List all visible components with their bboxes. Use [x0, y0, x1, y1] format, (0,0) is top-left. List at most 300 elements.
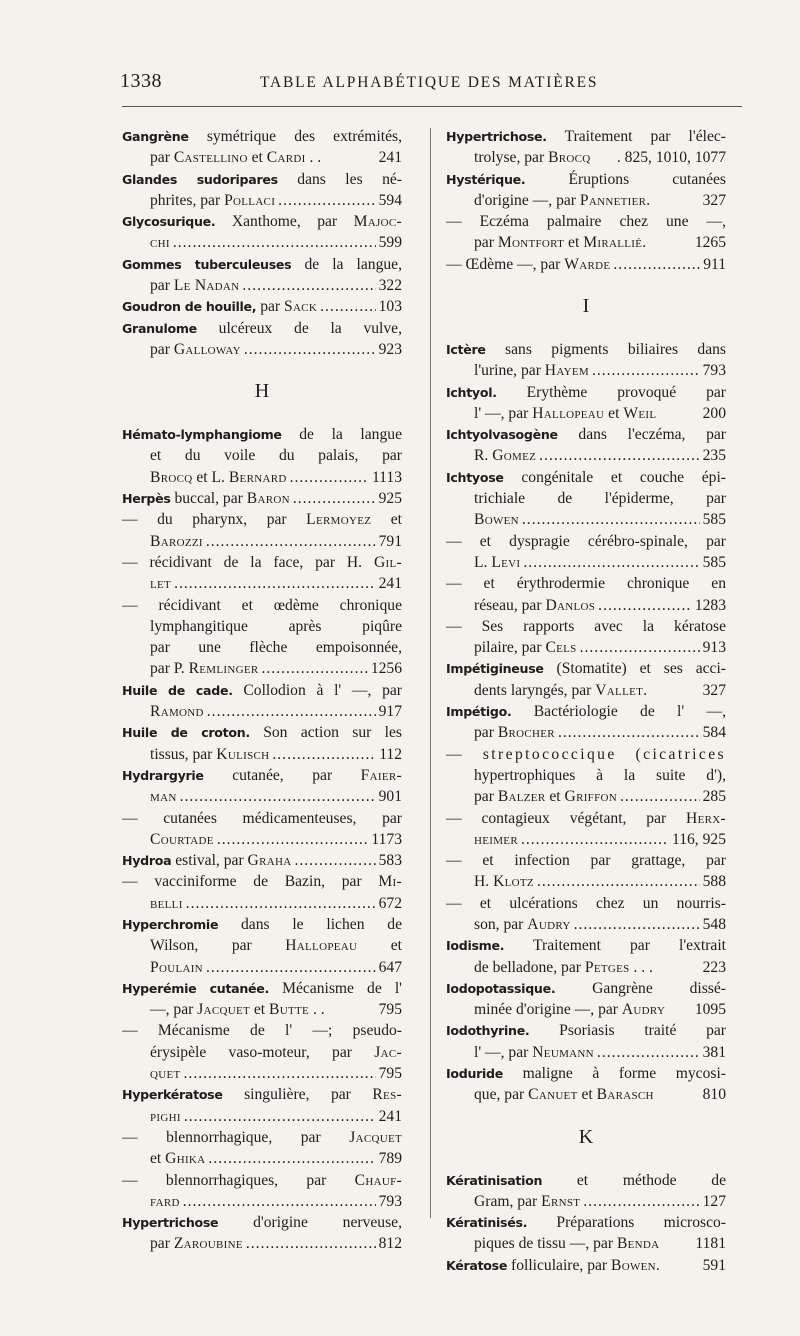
index-subentry: [122, 1170, 402, 1191]
entry-text: [474, 360, 589, 381]
author-name: Zaroubine: [173, 1235, 243, 1253]
dot-leader: [184, 1063, 376, 1084]
index-entry: [122, 914, 402, 935]
entry-text: par une flèche empoisonnée,: [150, 639, 402, 657]
index-subentry: [446, 893, 726, 914]
entry-text: — et érythrodermie chronique en: [446, 575, 726, 593]
author-name: Ernst: [541, 1192, 581, 1210]
author-name: Baron: [246, 490, 290, 508]
entry-text: par: [150, 340, 174, 358]
dot-leader: [242, 275, 375, 296]
entry-text: érysipèle vaso-moteur, par: [150, 1043, 375, 1061]
entry-text: [474, 1191, 580, 1212]
index-column-left: [122, 126, 402, 1255]
entry-headword: Hyperémie cutanée.: [122, 980, 269, 996]
index-entry: [122, 254, 402, 275]
entry-text: dans le lichen de: [218, 915, 402, 933]
entry-text: l' —, par: [474, 1043, 533, 1061]
index-subentry: [446, 573, 726, 594]
entry-headword: Hyperchromie: [122, 916, 219, 932]
dot-leader: [613, 254, 700, 275]
page-ref: 585: [702, 553, 726, 571]
index-entry: [446, 1255, 726, 1276]
dot-leader: [206, 957, 376, 978]
page-ref: 795: [378, 1065, 402, 1083]
index-entry: [446, 978, 726, 999]
index-subentry: [446, 808, 726, 829]
page-ref: 235: [702, 447, 726, 465]
entry-text: . .: [309, 1001, 325, 1019]
index-entry-line: [446, 1191, 726, 1212]
index-entry-line: [122, 935, 402, 956]
entry-headword: Hyperkératose: [122, 1087, 223, 1103]
author-name: Graha: [247, 852, 292, 870]
entry-text: [474, 147, 591, 168]
entry-text: et: [150, 1150, 166, 1168]
entry-text: .: [655, 1256, 660, 1274]
dot-leader: [246, 1233, 376, 1254]
author-name: Le Nadan: [173, 277, 240, 295]
author-name: pighi: [150, 1107, 181, 1125]
entry-text: trolyse, par: [474, 149, 549, 167]
index-entry-line: [122, 531, 402, 552]
index-entry-line: [122, 957, 402, 978]
entry-text: dents laryngés, par: [474, 681, 596, 699]
entry-text: l' —, par: [474, 404, 533, 422]
page-ref: 795: [378, 1001, 402, 1019]
author-name: Balzer: [497, 788, 546, 806]
entry-text: et du voile du palais, par: [150, 447, 402, 465]
index-entry-line: [446, 786, 726, 807]
entry-text: folliculaire, par: [507, 1256, 612, 1274]
entry-text: [150, 1106, 181, 1127]
entry-text: [474, 722, 555, 743]
entry-text: de la langue: [281, 426, 402, 444]
index-entry-line: [122, 893, 402, 914]
index-entry-line: [122, 616, 402, 637]
entry-text: [150, 1191, 180, 1212]
entry-headword: Glycosurique.: [122, 214, 216, 230]
index-entry-line: [446, 1042, 726, 1063]
entry-text: .: [643, 681, 648, 699]
author-name: Majoc-: [353, 213, 402, 231]
entry-text: de belladone, par: [474, 958, 585, 976]
index-subentry: [446, 531, 726, 552]
entry-text: [474, 786, 617, 807]
author-name: Brocher: [497, 724, 555, 742]
dot-leader: [183, 1191, 376, 1212]
author-name: Courtade: [150, 830, 214, 848]
dot-leader: [290, 467, 369, 488]
page-ref: 911: [703, 255, 726, 273]
author-name: Montfort: [497, 234, 565, 252]
entry-text: Gangrène dissé-: [555, 979, 726, 997]
page-ref: 1256: [370, 660, 402, 678]
entry-headword: Goudron de houille,: [122, 299, 257, 315]
page-ref: 327: [702, 191, 726, 209]
index-entry-line: [446, 360, 726, 381]
entry-text: — et infection par grattage, par: [446, 852, 726, 870]
index-entry-line: [446, 1233, 726, 1254]
dot-leader: [294, 850, 375, 871]
index-entry-line: [122, 1042, 402, 1063]
author-name: Griffon: [564, 788, 617, 806]
entry-text: d'origine —, par: [474, 191, 580, 209]
entry-text: [474, 403, 656, 424]
author-name: Jac-: [374, 1043, 402, 1061]
entry-text: dans les né-: [277, 170, 402, 188]
entry-text: [474, 595, 595, 616]
index-entry: [122, 850, 402, 871]
entry-headword: Iodisme.: [446, 938, 505, 954]
index-entry-line: [446, 595, 726, 616]
entry-text: estival, par: [171, 852, 248, 870]
page-ref: 588: [702, 873, 726, 891]
index-subentry: [446, 211, 726, 232]
author-name: let: [150, 575, 172, 593]
entry-text: [150, 658, 259, 679]
author-name: Levi: [491, 553, 521, 571]
entry-text: [474, 914, 571, 935]
entry-text: et: [564, 234, 584, 252]
entry-headword: Kératinisation: [446, 1172, 543, 1188]
author-name: Jacquet: [349, 1128, 402, 1146]
index-entry: [122, 680, 402, 701]
index-subentry: [122, 871, 402, 892]
entry-text: — récidivant de la face, par H.: [122, 553, 374, 571]
index-entry: [446, 424, 726, 445]
entry-headword: Granulome: [122, 320, 197, 336]
index-entry: [446, 382, 726, 403]
index-entry: [446, 658, 726, 679]
index-entry: [122, 765, 402, 786]
page-ref: 791: [378, 532, 402, 550]
author-name: belli: [150, 894, 183, 912]
entry-headword: Kératose: [446, 1257, 508, 1273]
entry-headword: Huile de cade.: [122, 682, 233, 698]
dot-leader: [206, 531, 376, 552]
dot-leader: [597, 1042, 700, 1063]
column-divider: [430, 128, 431, 1218]
index-entry-line: [446, 147, 726, 168]
entry-text: Wilson, par: [150, 937, 286, 955]
entry-text: [150, 467, 287, 488]
index-entry-line: [446, 445, 726, 466]
index-entry-line: [122, 573, 402, 594]
entry-text: [150, 1063, 181, 1084]
author-name: Faier-: [360, 766, 402, 784]
entry-text: [150, 531, 203, 552]
dot-leader: [174, 573, 376, 594]
author-name: Audry: [621, 1001, 666, 1019]
entry-text: . . .: [629, 958, 653, 976]
author-name: Mi-: [378, 873, 402, 891]
index-entry-line: [122, 467, 402, 488]
entry-text: Mécanisme de l': [269, 979, 402, 997]
index-entry-line: [446, 637, 726, 658]
entry-text: et: [247, 149, 267, 167]
author-name: Bowen: [611, 1256, 656, 1274]
entry-text: [474, 552, 520, 573]
dot-leader: [262, 658, 368, 679]
index-subentry: [122, 552, 402, 573]
entry-text: et: [249, 1001, 270, 1019]
page-ref: 285: [702, 788, 726, 806]
entry-text: réseau, par: [474, 596, 546, 614]
entry-text: et: [545, 788, 565, 806]
page-ref: 810: [702, 1086, 726, 1104]
author-name: man: [150, 788, 177, 806]
dot-leader: [173, 232, 376, 253]
page-ref: 548: [702, 915, 726, 933]
author-name: Brocq: [150, 468, 193, 486]
entry-text: [150, 701, 204, 722]
index-entry-line: [122, 1106, 402, 1127]
entry-text: [474, 1042, 594, 1063]
author-name: Herx-: [686, 809, 726, 827]
entry-text: —, par: [150, 1001, 198, 1019]
author-name: Butte: [269, 1001, 310, 1019]
author-name: Brocq: [548, 149, 591, 167]
index-entry: [446, 1063, 726, 1084]
dot-leader: [186, 893, 376, 914]
entry-text: — Ses rapports avec la kératose: [446, 617, 726, 635]
entry-text: [474, 871, 534, 892]
index-entry-line: [446, 190, 726, 211]
entry-text: — et dyspragie cérébro-spinale, par: [446, 532, 726, 550]
entry-text: [150, 829, 214, 850]
index-entry-line: [122, 637, 402, 658]
page-ref: 241: [378, 1107, 402, 1125]
entry-text: — blennorrhagiques, par: [122, 1171, 355, 1189]
entry-headword: Gangrène: [122, 129, 189, 144]
entry-text: Xanthome, par: [215, 213, 354, 231]
author-name: Sack: [284, 298, 318, 316]
author-name: Ghika: [165, 1150, 206, 1168]
author-name: Pannetier: [579, 191, 647, 209]
index-entry-line: [122, 147, 402, 168]
dot-leader: [580, 637, 700, 658]
index-entry-line: [446, 871, 726, 892]
entry-text: maligne à forme mycosi-: [503, 1065, 726, 1083]
page-ref: 913: [702, 639, 726, 657]
entry-text: [150, 1148, 205, 1169]
entry-text: minée d'origine —, par: [474, 1001, 622, 1019]
entry-text: Préparations microsco-: [527, 1214, 726, 1232]
entry-text: — Eczéma palmaire chez une —,: [446, 213, 726, 231]
dot-leader: [537, 871, 700, 892]
page-ref: 1181: [695, 1235, 726, 1253]
index-entry: [446, 169, 726, 190]
author-name: Hallopeau: [532, 404, 605, 422]
entry-text: piques de tissu —, par: [474, 1235, 617, 1253]
author-name: Hayem: [544, 362, 589, 380]
entry-text: l'urine, par: [474, 362, 545, 380]
page-ref: 1265: [694, 234, 726, 252]
author-name: Bowen: [474, 511, 519, 529]
entry-text: — cutanées médicamenteuses, par: [122, 809, 402, 827]
entry-text: Bactériologie de l' —,: [511, 703, 726, 721]
index-column-right: [446, 126, 726, 1276]
entry-text: [446, 1255, 660, 1276]
entry-text: [150, 190, 275, 211]
index-entry-line: [122, 1148, 402, 1169]
entry-text: [474, 829, 518, 850]
index-entry-line: [446, 403, 726, 424]
entry-headword: Ichtyolvasogène: [446, 427, 558, 443]
entry-text: — blennorrhagique, par: [122, 1128, 350, 1146]
entry-text: par: [474, 788, 498, 806]
index-entry: [446, 701, 726, 722]
section-letter-k: K: [578, 1125, 594, 1148]
author-name: Danlos: [545, 596, 596, 614]
entry-headword: Hypertrichose: [122, 1215, 219, 1231]
entry-text: [474, 957, 653, 978]
entry-text: — streptococcique (cicatrices: [446, 745, 726, 763]
entry-text: [150, 275, 239, 296]
author-name: Gomez: [492, 447, 537, 465]
index-entry: [446, 339, 726, 360]
index-entry-line: [122, 786, 402, 807]
page-ref: 1113: [371, 468, 402, 486]
entry-text: lymphangitique après piqûre: [150, 617, 402, 635]
author-name: Galloway: [173, 340, 241, 358]
page-ref: 327: [702, 681, 726, 699]
author-name: Weil: [623, 404, 657, 422]
entry-text: . .: [305, 149, 322, 167]
entry-text: cutanée, par: [203, 766, 361, 784]
dot-leader: [522, 509, 700, 530]
entry-headword: Iodothyrine.: [446, 1023, 530, 1039]
author-name: Benda: [616, 1235, 660, 1253]
index-entry-line: [122, 744, 402, 765]
index-entry: [446, 1212, 726, 1233]
entry-text: (Stomatite) et ses acci-: [543, 660, 726, 678]
entry-text: [474, 1233, 659, 1254]
page-ref: 200: [702, 404, 726, 422]
dot-leader: [598, 595, 692, 616]
entry-text: [474, 1084, 654, 1105]
author-name: Ramond: [150, 703, 204, 721]
index-entry: [122, 126, 402, 147]
page-ref: 241: [378, 149, 402, 167]
entry-text: [446, 254, 610, 275]
entry-headword: Hystérique.: [446, 171, 526, 187]
page-ref: 672: [378, 894, 402, 912]
entry-text: [474, 445, 536, 466]
entry-text: d'origine nerveuse,: [218, 1214, 402, 1232]
entry-headword: Hydroa: [122, 853, 172, 869]
entry-text: [474, 190, 650, 211]
entry-text: [150, 893, 183, 914]
index-entry-line: [446, 488, 726, 509]
entry-text: [150, 744, 269, 765]
entry-text: par: [474, 724, 498, 742]
entry-text: — Mécanisme de l' —; pseudo-: [122, 1022, 402, 1040]
author-name: quet: [150, 1065, 181, 1083]
author-name: fard: [150, 1192, 180, 1210]
entry-text: son, par: [474, 915, 528, 933]
header-rule: [122, 106, 742, 107]
entry-text: — du pharynx, par: [122, 511, 307, 529]
page-ref: 127: [702, 1192, 726, 1210]
author-name: Cels: [545, 639, 577, 657]
entry-text: — vacciniforme de Bazin, par: [122, 873, 379, 891]
index-entry-line: [122, 445, 402, 466]
index-subentry: [122, 808, 402, 829]
index-entry: [122, 296, 402, 317]
entry-text: de la langue,: [291, 255, 402, 273]
entry-text: tissus, par: [150, 745, 217, 763]
author-name: chi: [150, 234, 170, 252]
index-entry: [122, 978, 402, 999]
entry-text: et: [371, 511, 402, 529]
entry-text: [150, 573, 171, 594]
entry-text: pilaire, par: [474, 639, 546, 657]
page-ref: 917: [378, 703, 402, 721]
entry-text: Traitement par l'extrait: [504, 937, 726, 955]
dot-leader: [521, 829, 669, 850]
page-ref: 647: [378, 958, 402, 976]
page-header: [120, 70, 742, 100]
author-name: Pollaci: [224, 191, 276, 209]
index-entry-line: [122, 658, 402, 679]
entry-text: sans pigments biliaires dans: [485, 340, 726, 358]
author-name: Audry: [527, 915, 571, 933]
entry-text: Traitement par l'élec-: [546, 128, 726, 145]
page-ref: 116, 925: [672, 830, 726, 848]
page-ref: 923: [378, 340, 402, 358]
entry-headword: Hypertrichose.: [446, 129, 547, 144]
dot-leader: [244, 339, 376, 360]
entry-text: [150, 957, 203, 978]
index-entry: [122, 488, 402, 509]
entry-headword: Impétigo.: [446, 704, 512, 720]
index-entry-line: [446, 999, 726, 1020]
index-entry-line: [446, 232, 726, 253]
entry-text: par P.: [150, 660, 189, 678]
index-entry-line: [122, 999, 402, 1020]
entry-text: congénitale et couche épi-: [503, 468, 726, 486]
entry-text: par: [150, 149, 174, 167]
index-entry: [446, 467, 726, 488]
index-entry-line: [122, 339, 402, 360]
entry-text: et L.: [192, 468, 229, 486]
entry-text: H.: [474, 873, 494, 891]
entry-headword: Ichtyol.: [446, 384, 497, 400]
entry-text: Psoriasis traité par: [529, 1022, 726, 1040]
dot-leader: [207, 701, 376, 722]
entry-headword: Gommes tuberculeuses: [122, 256, 292, 272]
entry-text: [122, 850, 291, 871]
index-entry-line: [122, 232, 402, 253]
section-letter-h: H: [254, 380, 270, 403]
index-subentry: [122, 595, 402, 616]
index-entry: [122, 211, 402, 232]
author-name: Neumann: [532, 1043, 594, 1061]
index-entry: [122, 318, 402, 339]
entry-text: [122, 296, 317, 317]
index-subentry: [446, 616, 726, 637]
entry-text: Collodion à l' —, par: [232, 681, 402, 699]
author-name: Canuet: [528, 1086, 578, 1104]
entry-headword: Herpès: [122, 491, 171, 507]
dot-leader: [217, 829, 369, 850]
page-ref: 584: [702, 724, 726, 742]
entry-text: et méthode de: [542, 1171, 726, 1189]
author-name: Warde: [564, 255, 611, 273]
page-ref: 112: [379, 745, 402, 763]
